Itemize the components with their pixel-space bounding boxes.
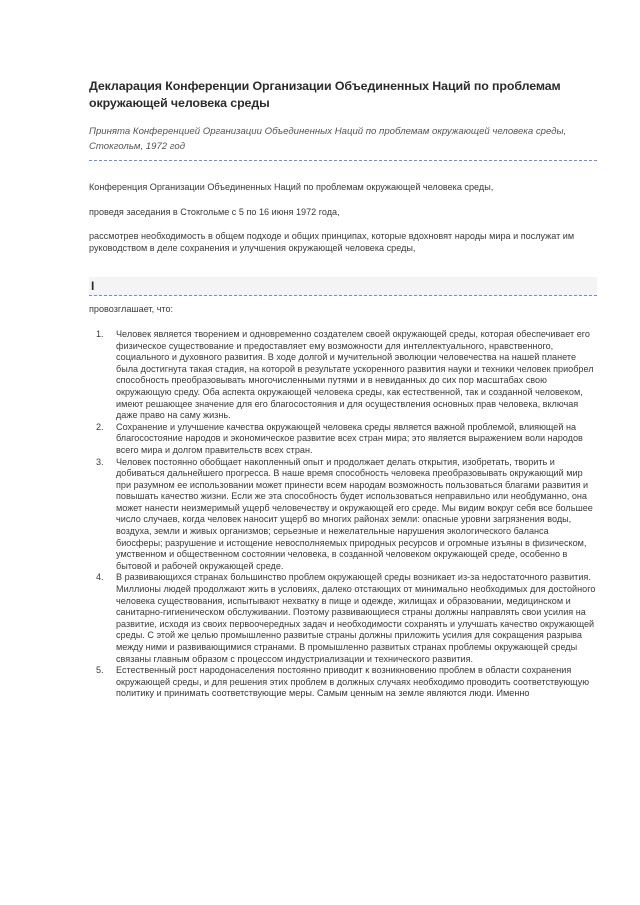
list-item-text: Человек является творением и одновременно создателем своей окружающей среды, которая обеспечивает его физическое существование и предоставляет ему возможности для интеллектуального, нравственного, социального и духовного развития. В ходе долгой и мучительной эволюции человечества на нашей планете была достигнута такая стадия, на которой в результате ускоренного развития науки и техники человек приобрел способность преобразовывать многочисленными путями и в невиданных до сих пор масштабах свою окружающую среду. Оба аспекта окружающей человека среды, как естественной, так и созданной человеком, имеют решающее значение для его благосостояния и для осуществления основных прав человека, включая даже право на саму жизнь. — [116, 328, 594, 421]
preamble-paragraph-1: Конференция Организации Объединенных Наций по проблемам окружающей человека среды, — [89, 182, 494, 192]
document-subtitle: Принята Конференцией Организации Объединенных Наций по проблемам окружающей человека среды, Стокгольм, 1972 год — [89, 124, 597, 161]
preamble-paragraph-2: проведя заседания в Стокгольме с 5 по 16 июня 1972 года, — [89, 206, 340, 217]
list-item — [89, 665, 597, 700]
section-lead: провозглашает, что: — [89, 304, 174, 315]
list-item — [89, 329, 597, 422]
list-item — [89, 422, 597, 457]
preamble-paragraph-3: рассмотрев необходимость в общем подходе и общих принципах, которые вдохновят народы мира и послужат им руководством в деле сохранения и улучшения окружающей человека среды, — [89, 231, 575, 253]
list-item-text: Сохранение и улучшение качества окружающей человека среды является важной проблемой, влияющей на благосостояние народов и экономическое развитие всех стран мира; это является выражением воли народов всего мира и долгом правительств всех стран. — [116, 421, 583, 455]
list-item-number: 2. — [96, 421, 104, 432]
list-item-text: Естественный рост народонаселения постоянно приводит к возникновению проблем в области сохранения окружающей среды, и для решения этих проблем в должных случаях необходимо проводить соответствующую политику и принимать соответствующие меры. Самым ценным на земле являются люди. Именно — [116, 665, 590, 699]
list-item — [89, 572, 597, 665]
document-page — [89, 78, 597, 700]
document-title: Декларация Конференции Организации Объединенных Наций по проблемам окружающей человека среды — [89, 79, 561, 110]
list-item-number: 5. — [96, 665, 104, 676]
articles-list — [89, 329, 597, 700]
list-item-number: 1. — [96, 328, 104, 339]
list-item-text: Человек постоянно обобщает накопленный опыт и продолжает делать открытия, изобретать, творить и добиваться дальнейшего прогресса. В наше время способность человека преобразовывать окружающий мир при разумном ее использовании может принести всем народам возможность пользоваться благами развития и повышать качество жизни. Если же эта способность будет использоваться неправильно или необдуманно, она может нанести неизмеримый ущерб человечеству и окружающей его среде. Мы видим вокруг себя все большее число случаев, когда человек наносит ущерб во многих районах земли: опасные уровни загрязнения воды, воздуха, земли и живых организмов; серьезные и нежелательные нарушения экологического баланса биосферы; разрушение и истощение невосполняемых природных ресурсов и огромные изъяны в физическом, умственном и общественном состоянии человека, в созданной человеком окружающей среде, особенно в бытовой и рабочей окружающей среде. — [116, 456, 593, 571]
list-item-number: 3. — [96, 456, 104, 467]
section-heading: I — [89, 277, 597, 296]
preamble — [89, 182, 597, 254]
list-item-text: В развивающихся странах большинство проблем окружающей среды возникает из-за недостаточного развития. Миллионы людей продолжают жить в условиях, далеко отстающих от минимально необходимых для достойного человека существования, испытывают нехватку в пище и одежде, жилищах и образовании, медицинском и санитарно-гигиеническом обслуживании. Поэтому развивающиеся страны должны направлять свои усилия на развитие, исходя из своих первоочередных задач и необходимости сохранять и улучшать качество окружающей среды. С этой же целью промышленно развитые страны должны приложить усилия для сокращения разрыва между ними и развивающимися странами. В промышленно развитых странах проблемы окружающей среды связаны главным образом с процессом индустриализации и технического развития. — [116, 572, 596, 664]
list-item-number: 4. — [96, 572, 104, 583]
list-item — [89, 457, 597, 573]
